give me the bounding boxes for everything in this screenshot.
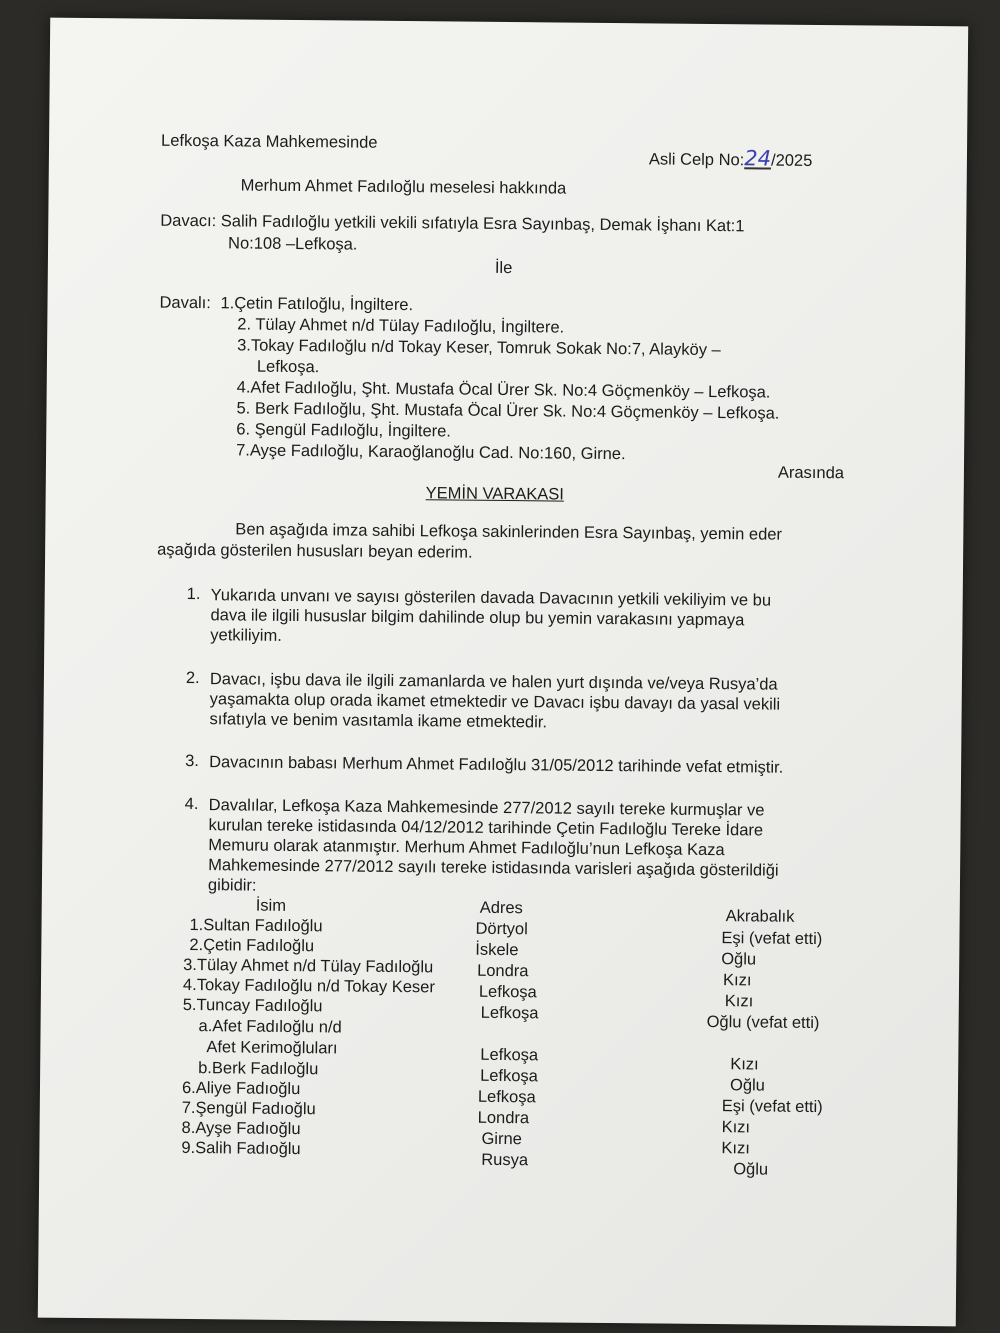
paragraph-line: gibidir: xyxy=(207,876,257,895)
heir-address: Lefkoşa xyxy=(480,1066,539,1086)
heir-relation: Kızı xyxy=(721,1139,750,1158)
intro-line-1: Ben aşağıda imza sahibi Lefkoşa sakinlerinden Esra Sayınbaş, yemin eder xyxy=(235,520,783,544)
case-number-suffix: /2025 xyxy=(770,151,813,170)
court-name: Lefkoşa Kaza Mahkemesinde xyxy=(160,131,378,152)
heirs-header-address: Adres xyxy=(479,898,523,918)
paragraph-number: 4. xyxy=(184,794,199,814)
plaintiff-line-1: Davacı: Salih Fadıloğlu yetkili vekili sıfatıyla Esra Sayınbaş, Demak İşhanı Kat:1 xyxy=(160,211,745,236)
defendants-label: Davalı: xyxy=(159,293,211,313)
document-page xyxy=(38,18,968,1327)
heir-name: Afet Kerimoğluları xyxy=(206,1038,338,1058)
heir-name: b.Berk Fadıloğlu xyxy=(198,1059,319,1079)
paragraph-line: Yukarıda unvanı ve sayısı gösterilen davada Davacının yetkili vekiliyim ve bu xyxy=(210,586,772,610)
defendant-item: 3.Tokay Fadıloğlu n/d Tokay Keser, Tomruk Sokak No:7, Alayköy – xyxy=(237,336,721,360)
heir-relation: Eşi (vefat etti) xyxy=(721,1097,823,1117)
plaintiff-line-2: No:108 –Lefkoşa. xyxy=(228,234,358,254)
heir-relation: Kızı xyxy=(722,971,752,990)
case-number-prefix: Asli Celp No: xyxy=(648,150,745,170)
paragraph-number: 3. xyxy=(185,751,199,771)
heir-name: 3.Tülay Ahmet n/d Tülay Fadıloğlu xyxy=(183,955,434,977)
heirs-header-relation: Akrabalık xyxy=(725,907,795,926)
heir-address: Dörtyol xyxy=(475,919,528,939)
heir-name: a.Afet Fadıloğlu n/d xyxy=(198,1017,342,1037)
paragraph-line: yetkiliyim. xyxy=(210,626,282,645)
defendant-item: 6. Şengül Fadıloğlu, İngiltere. xyxy=(236,420,452,441)
defendant-item: 7.Ayşe Fadıloğlu, Karaoğlanoğlu Cad. No:160, Girne. xyxy=(236,441,626,464)
heir-relation: Oğlu xyxy=(733,1160,769,1179)
heir-address: Girne xyxy=(481,1129,522,1149)
paragraph-line: sıfatıyla ve benim vasıtamla ikame etmektedir. xyxy=(209,710,548,732)
heir-relation: Kızı xyxy=(730,1055,759,1074)
heir-address: Lefkoşa xyxy=(478,982,537,1002)
heir-address: Lefkoşa xyxy=(477,1087,536,1107)
intro-line-2: aşağıda gösterilen hususları beyan ederim. xyxy=(157,540,473,562)
paragraph-line: Mahkemesinde 277/2012 sayılı tereke istidasında varisleri aşağıda gösterildiği xyxy=(208,856,779,880)
heir-name: 7.Şengül Fadıoğlu xyxy=(181,1098,316,1119)
heir-relation: Oğlu xyxy=(721,950,757,969)
heir-relation: Kızı xyxy=(721,1118,751,1137)
paragraph-number: 2. xyxy=(185,668,200,688)
heir-relation: Eşi (vefat etti) xyxy=(721,929,823,949)
heir-address: İskele xyxy=(475,940,519,960)
paragraph-line: Memuru olarak atanmıştır. Merhum Ahmet Fadıloğlu’nun Lefkoşa Kaza xyxy=(208,836,725,860)
document-title: YEMİN VARAKASI xyxy=(425,484,564,504)
paragraph-line: Davalılar, Lefkoşa Kaza Mahkemesinde 277/2012 sayılı tereke kurmuşlar ve xyxy=(208,796,765,820)
heir-relation: Oğlu (vefat etti) xyxy=(706,1012,820,1033)
heirs-header-name: İsim xyxy=(255,896,287,915)
heir-address: Lefkoşa xyxy=(480,1003,539,1023)
heir-name: 8.Ayşe Fadıoğlu xyxy=(181,1118,301,1139)
paragraph-line: dava ile ilgili hususlar bilgim dahilinde olup bu yemin varakasını yapmaya xyxy=(210,606,745,630)
paragraph-line: yaşamakta olup orada ikamet etmektedir ve Davacı işbu davayı da yasal vekili xyxy=(209,690,781,714)
paragraph-line: Davacı, işbu dava ile ilgili zamanlarda ve halen yurt dışında ve/veya Rusya’da xyxy=(209,670,778,694)
heir-address: Londra xyxy=(477,1108,530,1128)
handwritten-case-number: 24 xyxy=(744,146,772,171)
defendant-item: 4.Afet Fadıloğlu, Şht. Mustafa Öcal Ürer Sk. No:4 Göçmenköy – Lefkoşa. xyxy=(236,378,771,402)
case-number xyxy=(649,147,813,171)
heir-name: 6.Aliye Fadıoğlu xyxy=(181,1078,301,1099)
paragraph-line: Davacının babası Merhum Ahmet Fadıloğlu 31/05/2012 tarihinde vefat etmiştir. xyxy=(209,753,784,777)
heir-address: Londra xyxy=(477,961,529,981)
defendant-item: 1.Çetin Fatıloğlu, İngiltere. xyxy=(220,294,414,315)
heir-relation: Oğlu xyxy=(729,1076,765,1095)
ile-separator: İle xyxy=(494,258,513,278)
heir-name: 4.Tokay Fadıloğlu n/d Tokay Keser xyxy=(182,975,435,997)
arasinda-label: Arasında xyxy=(777,463,845,483)
heir-name: 1.Sultan Fadıloğlu xyxy=(189,916,323,936)
heir-relation: Kızı xyxy=(724,992,754,1011)
matter-title: Merhum Ahmet Fadıloğlu meselesi hakkında xyxy=(240,176,567,198)
defendant-item: 2. Tülay Ahmet n/d Tülay Fadıloğlu, İngiltere. xyxy=(237,315,565,337)
heir-name: 9.Salih Fadıoğlu xyxy=(181,1138,301,1159)
defendant-item: Lefkoşa. xyxy=(256,357,320,377)
heir-address: Rusya xyxy=(481,1150,529,1170)
paragraph-number: 1. xyxy=(186,584,201,604)
heir-name: 2.Çetin Fadıloğlu xyxy=(189,936,315,956)
heir-address: Lefkoşa xyxy=(480,1045,539,1065)
paragraph-line: kurulan tereke istidasında 04/12/2012 tarihinde Çetin Fadıloğlu Tereke İdare xyxy=(208,816,764,840)
heir-name: 5.Tuncay Fadıloğlu xyxy=(182,995,323,1016)
defendant-item: 5. Berk Fadıloğlu, Şht. Mustafa Öcal Ürer Sk. No:4 Göçmenköy – Lefkoşa. xyxy=(236,399,780,423)
